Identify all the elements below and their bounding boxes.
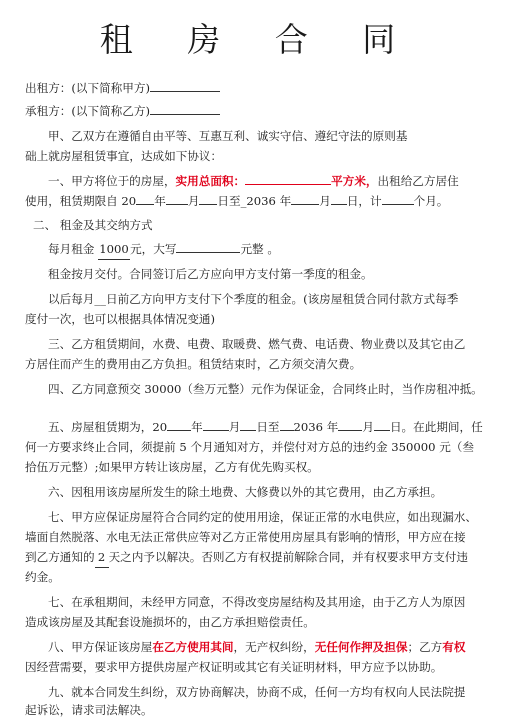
party-a-label: 出租方：(以下简称甲方) [25,81,150,95]
clause-5-line-2: 何一方要求终止合同，须提前 5 个月通知对方，并偿付对方总的违约金 350000 元（叁 [25,440,474,454]
period-start: 使用，租赁期限自 20 [25,194,137,208]
clause-3-line-1: 三、乙方租赁期间，水费、电费、取暖费、燃气费、电话费、物业费以及其它由乙 [48,337,466,351]
party-a-line [25,78,497,98]
lease-end-month-label: 月 [362,420,374,434]
intro-line-2: 础上就房屋租赁事宜，达成如下协议： [25,149,223,163]
year-blank[interactable] [136,191,154,205]
guarantee-text: 八、甲方保证该房屋 [48,640,153,654]
party-b-line [25,101,497,121]
clause-5-line-3: 拾伍万元整）;如果甲方转让该房屋，乙方有优先购买权。 [25,460,319,474]
area-label: 实用总面积： [175,174,246,188]
months-label: 个月。 [413,194,449,208]
end-day-label: 日，计 [346,194,382,208]
lease-year-label: 年 [191,420,203,434]
lease-gap [280,417,294,431]
party-b-label: 承租方：(以下简称乙方) [25,104,150,118]
clause-4-line: 四、乙方同意预交 30000（叁万元整）元作为保证金，合同终止时，当作房租冲抵。 [48,382,483,396]
end-month-blank[interactable] [291,191,319,205]
end-day-blank[interactable] [331,191,347,205]
clause-9-line-2: 因经营需要，要求甲方提供房屋产权证明或其它有关证明材料，甲方应予以协助。 [25,660,443,674]
day-blank[interactable] [199,191,217,205]
lease-start: 五、房屋租赁期为，20 [48,420,168,434]
clause-7-line-2: 墙面自然脱落、水电无法正常供应等对乙方正常使用房屋具有影响的情形，甲方应在接 [25,530,466,544]
month-label: 月 [187,194,200,208]
notice-text-b: 天之内予以解决。否则乙方有权提前解除合同，并有权要求甲方支付违 [108,550,468,564]
guarantee-period: 在乙方使用其间 [152,640,234,654]
clause-1-line-2 [25,191,497,211]
notice-text: 到乙方通知的 [25,550,95,564]
clause-3-line-2: 方居住而产生的费用由乙方负担。租赁结束时，乙方须交清欠费。 [25,357,362,371]
rent-later-line-1: 以后每月__日前乙方向甲方支付下个季度的租金。(该房屋租赁合同付款方式每季 [48,292,459,306]
lease-end-text: 日。在此期间，任 [389,420,483,434]
clause-7-line-3 [25,547,497,568]
rent-upper-label: 元，大写 [130,242,177,256]
lease-day-blank[interactable] [240,417,256,431]
end-month-label: 月 [319,194,331,208]
clause-8-line-2: 造成该房屋及其配套设施损坏的，由乙方承担赔偿责任。 [25,615,315,629]
right-text: 有权 [442,640,466,654]
year-label: 年 [154,194,166,208]
rent-pay-line: 租金按月交付。合同签订后乙方应向甲方支付第一季度的租金。 [48,267,373,281]
clause-8-line-1: 七、在承租期间，未经甲方同意，不得改变房屋结构及其用途，由于乙方人为原因 [48,595,466,609]
party-a-blank[interactable] [150,78,220,92]
clause-1-line-1 [25,171,517,191]
clause-9-line-1 [25,637,517,657]
lease-end-year: 2036 年 [293,420,339,434]
clause-7-line-4: 约金。 [25,570,60,584]
guarantee-text-c: ；乙方 [407,640,443,654]
clause-5-line-1 [25,417,517,437]
rent-unit: 元整 。 [240,242,279,256]
month-blank[interactable] [166,191,188,205]
notice-days[interactable]: 2 [95,547,109,568]
period-end: 日至_2036 年 [217,194,292,208]
rent-amount[interactable]: 1000 [98,239,130,260]
guarantee-text-b: ，无产权纠纷， [233,640,315,654]
lease-to: 日至 [256,420,280,434]
area-blank[interactable] [245,171,331,185]
rent-label: 每月租金 [48,242,99,256]
lease-end-month-blank[interactable] [338,417,362,431]
clause-2-heading: 二、 租金及其交纳方式 [33,218,153,232]
rent-upper-blank[interactable] [176,239,240,253]
party-b-blank[interactable] [150,101,220,115]
area-unit: 平方米， [331,174,378,188]
clause-10-line-2: 起诉讼，请求司法解决。 [25,703,153,717]
lease-year-blank[interactable] [167,417,191,431]
clause-1-text: 一、甲方将位于的房屋， [48,174,176,188]
lease-month-blank[interactable] [203,417,229,431]
page-title: 租 房 合 同 [99,20,418,59]
clause-7-line-1: 七、甲方应保证房屋符合合同约定的使用用途，保证正常的水电供应，如出现漏水、 [48,510,477,524]
clause-1-text-b: 出租给乙方居住 [377,174,459,188]
clause-10-line-1: 九、就本合同发生纠纷，双方协商解决，协商不成，任何一方均有权向人民法院提 [48,685,466,699]
lease-month-label: 月 [228,420,241,434]
rent-line [25,239,517,260]
rent-later-line-2: 度付一次，也可以根据具体情况变通) [25,312,216,326]
months-blank[interactable] [382,191,414,205]
intro-line-1: 甲、乙双方在遵循自由平等、互惠互利、诚实守信、遵纪守法的原则基 [48,129,408,143]
lease-end-day-blank[interactable] [374,417,390,431]
clause-6-line: 六、因租用该房屋所发生的除土地费、大修费以外的其它费用，由乙方承担。 [48,485,443,499]
no-mortgage: 无任何作押及担保 [314,640,408,654]
